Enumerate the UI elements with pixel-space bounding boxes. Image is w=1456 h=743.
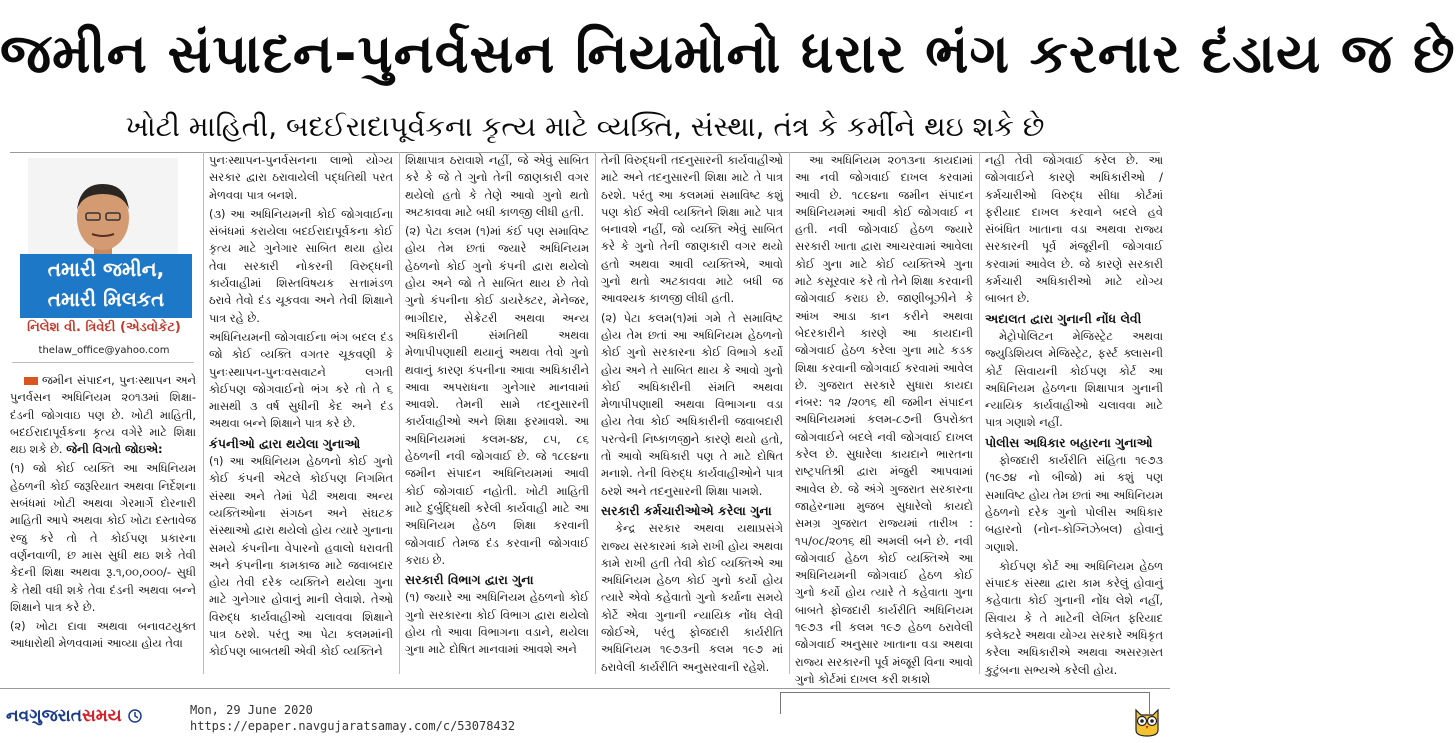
paragraph: આ અધિનિયમ ૨૦૧૩ના કાયદામાં આ નવી જોગવાઈ દાખલ કરવામાં આવી છે. ૧૮૯૪ના જમીન સંપાદન અધિનિયમમાં આવી કોઈ જોગવાઈ ન હતી. નવી જોગવાઈ હેઠળ જ્યારે સરકારી ખાતા દ્વારા આચરવામાં આવેલા કોઈ ગુના માટે કોઈ વ્યક્તિએ ગુના માટે કસૂરવાર કરે તો તેને શિક્ષા કરવાની જોગવાઈ કરાઇ છે. જાણીબૂઝીને કે આંખ આડા કાન કરીને અથવા બેદરકારીને કારણે આ કાયદાની જોગવાઈ હેઠળ કરેલા ગુના માટે કડક શિક્ષા કરવાની જોગવાઈ કરવામાં આવેલ છે. ગુજરાત સરકારે સુધારા કાયદા નંબર: ૧૨ /૨૦૧૬ થી જમીન સંપાદન અધિનિયમમાં કલમ-૮૭ની ઉપરોક્ત જોગવાઈને બદલે નવી જોગવાઈ દાખલ કરેલ છે. સુધારેલા કાયદાને ભારતના રાષ્ટ્રપતિશ્રી દ્વારા મંજુરી આપવામાં આવેલ છે. જે અંગે ગુજરાત સરકારના જાહેરનામા મુજબ સુધારેલો કાયદો સમગ્ર ગુજરાત રાજ્યમાં તારીખ : ૧૫/૦૮/૨૦૧૬ થી અમલી બને છે. નવી જોગવાઈ હેઠળ કોઈ વ્યક્તિએ આ અધિનિયમની જોગવાઈ હેઠળ કોઈ ગુનો કર્યો હોય ત્યારે તે કહેવાતા ગુના બાબતે ફોજદારી કાર્યરીતિ અધિનિયમ ૧૯૭૩ ની કલમ ૧૯૭ હેઠળ ઠરાવેલી જોગવાઈ અનુસાર ખાતાના વડા અથવા રાજ્ય સરકારની પૂર્વ મંજૂરી વિના આવો ગુનો કોર્ટમાં દાખલ કરી શકાશે: [795, 153, 973, 686]
column-title-line2: તમારી મિલકત: [47, 287, 165, 311]
paragraph: તેની વિરુદ્ધની તદનુસારની કાર્યવાહીઓ માટે અને તદનુસારની શિક્ષા માટે તે પાત્ર ઠરશે. પરંતુ આ કલમમાં સમાવિષ્ટ કશું પણ કોઈ એવી વ્યક્તિને શિક્ષા માટે પાત્ર બનાવશે નહીં, જો વ્યક્તિ એવું સાબિત કરે કે ગુનો તેની જાણકારી વગર થયો હતો અથવા આવી વ્યક્તિએ, આવો ગુનો થતો અટકાવવા માટે બધી જ આવશ્યક કાળજી લીધી હતી.: [601, 153, 783, 306]
paragraph: (૨) પેટા કલમ (૧)માં કંઈ પણ સમાવિષ્ટ હોય તેમ છતાં જ્યારે અધિનિયમ હેઠળનો કોઈ ગુનો કંપની દ્વારા થયેલો હોય અને જો તે સાબિત થાય છે તેવો ગુનો કંપનીના કોઈ ડાયરેક્ટર, મેનેજર, ભાગીદાર, સેક્રેટરી અથવા અન્ય અધિકારીની સંમતિથી અથવા મેળાપીપણાથી થયાનું અથવા તેવો ગુનો થવાનું કારણ કંપનીના આવા અધિકારીને આવા અપરાધના ગુનેગાર માનવામાં આવશે. તેમની સામે તદનુસારની કાર્યવાહીઓ અને શિક્ષા ફરમાવશે. આ અધિનિયમમાં કલમ-૪૪, ૮૫, ૮૬ હેઠળની નવી જોગવાઈ છે. જે ૧૮૯૪ના જમીન સંપાદન અધિનિયમમાં આવી કોઈ જોગવાઈ નહોતી. ખોટી માહિતી માટે દુર્બુદ્ધિથી કરેલી કાર્યવાહી માટે આ અધિનિયમ હેઠળ શિક્ષા કરવાની જોગવાઈ તેમજ દંડ કરવાની જોગવાઈ કરાઇ છે.: [405, 224, 589, 567]
intro-bold: જેની વિગતો જોઇએ:: [66, 442, 163, 457]
intro-text: જમીન સંપાદન, પુનઃસ્થાપન અને પુનર્વસન અધિનિયમ ૨૦૧૩માં શિક્ષા-દંડની જોગવાઇ પણ છે. ખોટી માહિતી, બદઈરાદાપૂર્વકના કૃત્ય વગેરે માટે શિક્ષા થઇ શકે છે.: [10, 373, 196, 457]
publication-date: Mon, 29 June 2020: [190, 703, 313, 717]
paragraph: અધિનિયમની જોગવાઈના ભંગ બદલ દંડ જો કોઈ વ્યક્તિ વગતર ચૂકવણી કે પુનઃસ્થાપન-પુનઃવસવાટને લગતી કોઈપણ જોગવાઈનો ભંગ કરે તો તે ૬ માસથી ૩ વર્ષ સુધીની કેદ અને દંડ અથવા બન્ને શિક્ષાને પાત્ર કરે છે.: [209, 329, 393, 431]
paragraph: (૩) આ અધિનિયમની કોઈ જોગવાઈના સંબંધમાં કરાયેલા બદઈરાદાપૂર્વકના કોઈ કૃત્ય માટે ગુનેગાર સાબિત થયા હોય તેવા સરકારી નોકરની વિરુદ્ધની કાર્યવાહીમાં શિસ્તવિષયક સત્તામંડળ ઠરાવે તેવો દંડ ચૂકવવા અને તેવી શિક્ષાને પાત્ર રહે છે.: [209, 206, 393, 325]
column-5: [791, 152, 977, 686]
paragraph: નહી તેવી જોગવાઈ કરેલ છે. આ જોગવાઈને કારણે અધિકારીઓ / કર્મચારીઓ વિરુદ્ધ સીધા કોર્ટમાં ફરીયાદ દાખલ કરવાને બદલે હવે સંબંધિત ખાતાના વડા અથવા રાજ્ય સરકારની પૂર્વ મંજૂરીની જોગવાઈ કરવામાં આવેલ છે. જે કારણે સરકારી કર્મચારી અધિકારીઓ માટે યોગ્ય બાબત છે.: [985, 153, 1163, 306]
paragraph: ફોજદારી કાર્યરીતિ સંહિતા ૧૯૭૩ (૧૯૭૪ નો બીજો) માં કશું પણ સમાવિષ્ટ હોય તેમ છતાં આ અધિનિયમ હેઠળનો દરેક ગુનો પોલીસ અધિકાર બહારનો (નોન-કોગ્નિઝેબલ) હોવાનું ગણાશે.: [985, 453, 1163, 554]
column-4: [597, 152, 787, 674]
section-heading: સરકારી કર્મચારીઓએ કરેલા ગુના: [601, 502, 772, 518]
paragraph: મેટ્રોપોલિટન મેજિસ્ટ્રેટ અથવા જ્યુડિશિયલ મેજિસ્ટ્રેટ, ફર્સ્ટ ક્લાસની કોર્ટ સિવાયની કોઈપણ કોર્ટ આ અધિનિયમ હેઠળના શિક્ષાપાત્ર ગુનાની ન્યાયિક કાર્યવાહીઓ ચલાવવા માટે પાત્ર ગણાશે નહીં.: [985, 328, 1163, 430]
column-3: [401, 152, 593, 674]
next-article-box: [780, 692, 1150, 714]
publication-logo[interactable]: [6, 706, 184, 730]
column-title-line1: તમારી જમીન,: [47, 257, 165, 281]
source-url[interactable]: https://epaper.navgujaratsamay.com/c/53078432: [190, 719, 516, 733]
column-divider: [399, 152, 400, 674]
column-divider: [595, 152, 596, 674]
byline-divider: [12, 362, 194, 363]
section-marker-icon: [24, 377, 38, 385]
column-divider: [789, 152, 790, 674]
section-heading: અદાલત દ્વારા ગુનાની નોંધ લેવી: [985, 310, 1142, 326]
section-heading: સરકારી વિભાગ દ્વારા ગુના: [405, 572, 534, 588]
paragraph: (૧) આ અધિનિયમ હેઠળનો કોઈ ગુનો કોઈ કંપની એટલે કોઈપણ નિગમિત સંસ્થા અને તેમાં પેઢી અથવા અન્ય વ્યક્તિઓના સંગઠન અને સંઘટક સંસ્થાઓ દ્વારા થયેલો હોય ત્યારે ગુનાના સમયે કંપનીના વેપારનો હવાલો ધરાવતી અને કંપનીના કામકાજ માટે જવાબદાર હોય તેવી દરેક વ્યક્તિને થયેલા ગુના માટે ગુનેગાર હોવાનું માની લેવાશે. તેઓ વિરુદ્ધ કાર્યવાહીઓ ચલાવવા શિક્ષાને પાત્ર ઠરશે. પરંતુ આ પેટા કલમમાંની કોઈપણ બાબતથી એવી કોઈ વ્યક્તિને: [209, 454, 393, 659]
column-1: [6, 372, 200, 674]
section-heading: પોલીસ અધિકાર બહારના ગુનાઓ: [985, 434, 1153, 450]
logo-part-2: સમય: [81, 706, 122, 726]
column-divider: [979, 152, 980, 674]
author-name: નિલેશ વી. ત્રિવેદી (એડવોકેટ): [27, 320, 181, 335]
clock-icon: [128, 709, 142, 723]
logo-part-1: નવગુજરાત: [6, 706, 82, 726]
column-2: [205, 152, 397, 674]
column-divider: [203, 152, 204, 674]
section-heading: કંપનીઓ દ્વારા થયેલા ગુનાઓ: [209, 435, 361, 451]
footer-divider: [0, 688, 1170, 689]
paragraph: શિક્ષાપાત્ર ઠરાવાશે નહીં, જે એવું સાબિત કરે કે જે તે ગુનો તેની જાણકારી વગર થયેલો હતો કે તેણે આવો ગુનો થતો અટકાવવા માટે બધી કાળજી લીધી હતી.: [405, 153, 589, 219]
author-email[interactable]: thelaw_office@yahoo.com: [38, 345, 170, 356]
paragraph: (૨) પેટા કલમ(૧)માં ગમે તે સમાવિષ્ટ હોય તેમ છતાં આ અધિનિયમ હેઠળનો કોઈ ગુનો સરકારના કોઈ વિભાગે કર્યો હોય અને તે સાબિત થાય કે આવો ગુનો કોઈ અધિકારીની સંમતિ અથવા મેળાપીપણાથી અથવા વિભાગના વડા હોય તેવા કોઈ અધિકારીની જવાબદારી પરત્વેની નિષ્કાળજીને કારણે થયો હતો, તો આવો અધિકારી પણ તે માટે દોષિત મનાશે. તેની વિરુદ્ધ કાર્યવાહીઓને પાત્ર ઠરશે અને તદનુસારની શિક્ષા પામશે.: [601, 310, 783, 498]
paragraph: પુનઃસ્થાપન-પુનર્વસનના લાભો યોગ્ય સરકાર દ્વારા ઠરાવાયેલી પદ્ધતિથી પરત મેળવવા પાત્ર બનશે.: [209, 153, 393, 202]
source-info: [190, 702, 515, 734]
paragraph: (૧) જ્યારે આ અધિનિયમ હેઠળનો કોઈ ગુનો સરકારના કોઈ વિભાગ દ્વારા થયેલો હોય તો આવા વિભાગના વડાને, થયેલા ગુના માટે દોષિત માનવામાં આવશે અને: [405, 590, 589, 657]
article-headline: જમીન સંપાદન-પુનર્વસન નિયમોનો ધરાર ભંગ કરનાર દંડાય જ છે: [0, 22, 1456, 85]
column-6: [981, 152, 1167, 677]
paragraph: કોઈપણ કોર્ટ આ અધિનિયમ હેઠળ સંપાદક સંસ્થા દ્વારા કામ કરેલું હોવાનું કહેવાતા કોઈ ગુનાની નોંધ લેશે નહીં, સિવાય કે તે માટેની લેખિત ફરિયાદ કલેક્ટરે અથવા યોગ્ય સરકારે અધિકૃત કરેલા અધિકારીએ અથવા અસરગ્રસ્ત કુટુંબના સભ્યએ કરેલી હોય.: [985, 558, 1163, 677]
paragraph: કેન્દ્ર સરકાર અથવા યથાપ્રસંગે રાજ્ય સરકારમાં કામે રાખી હોય અથવા કામે રાખી હતી તેવી કોઈ વ્યક્તિએ આ અધિનિયમ હેઠળ કોઈ ગુનો કર્યો હોય ત્યારે એવો કહેવાતો ગુનો કર્યાના સમયે કોર્ટે એવા ગુનાની ન્યાયિક નોંધ લેવી જોઈએ, પરંતુ ફોજદારી કાર્યરીતિ અધિનિયમ ૧૯૭૩ની કલમ ૧૯૭ માં ઠરાવેલી કાર્યરીતિ અનુસરવાની રહેશે.: [601, 521, 783, 674]
paragraph: (૧) જો કોઈ વ્યક્તિ આ અધિનિયમ હેઠળની કોઈ જરૂરિયાત અથવા નિર્દેશના સબંધમાં ખોટી અથવા ગેરમાર્ગે દોરનારી માહિતી આપે અથવા કોઈ ખોટા દસ્તાવેજ રજુ કરે તો તે કોઈપણ પ્રકારના વર્ણનવાળી, છ માસ સુધી થઇ શકે તેવી કેદની શિક્ષા અથવા રૂ.૧,૦૦,૦૦૦/- સુધી કે તેથી વધી શકે તેવા દંડની અથવા બન્ને શિક્ષાને પાત્ર કરે છે.: [10, 461, 196, 614]
article-subheadline: ખોટી માહિતી, બદઈરાદાપૂર્વકના કૃત્ય માટે વ્યક્તિ, સંસ્થા, તંત્ર કે કર્મીને થઇ શકે છે: [125, 110, 1045, 143]
owl-icon[interactable]: [1132, 706, 1162, 738]
paragraph: (૨) ખોટા દાવા અથવા બનાવટયુક્ત આધારોથી મેળવવામાં આવ્યા હોય તેવા: [10, 619, 196, 651]
column-title-banner: [20, 254, 192, 318]
